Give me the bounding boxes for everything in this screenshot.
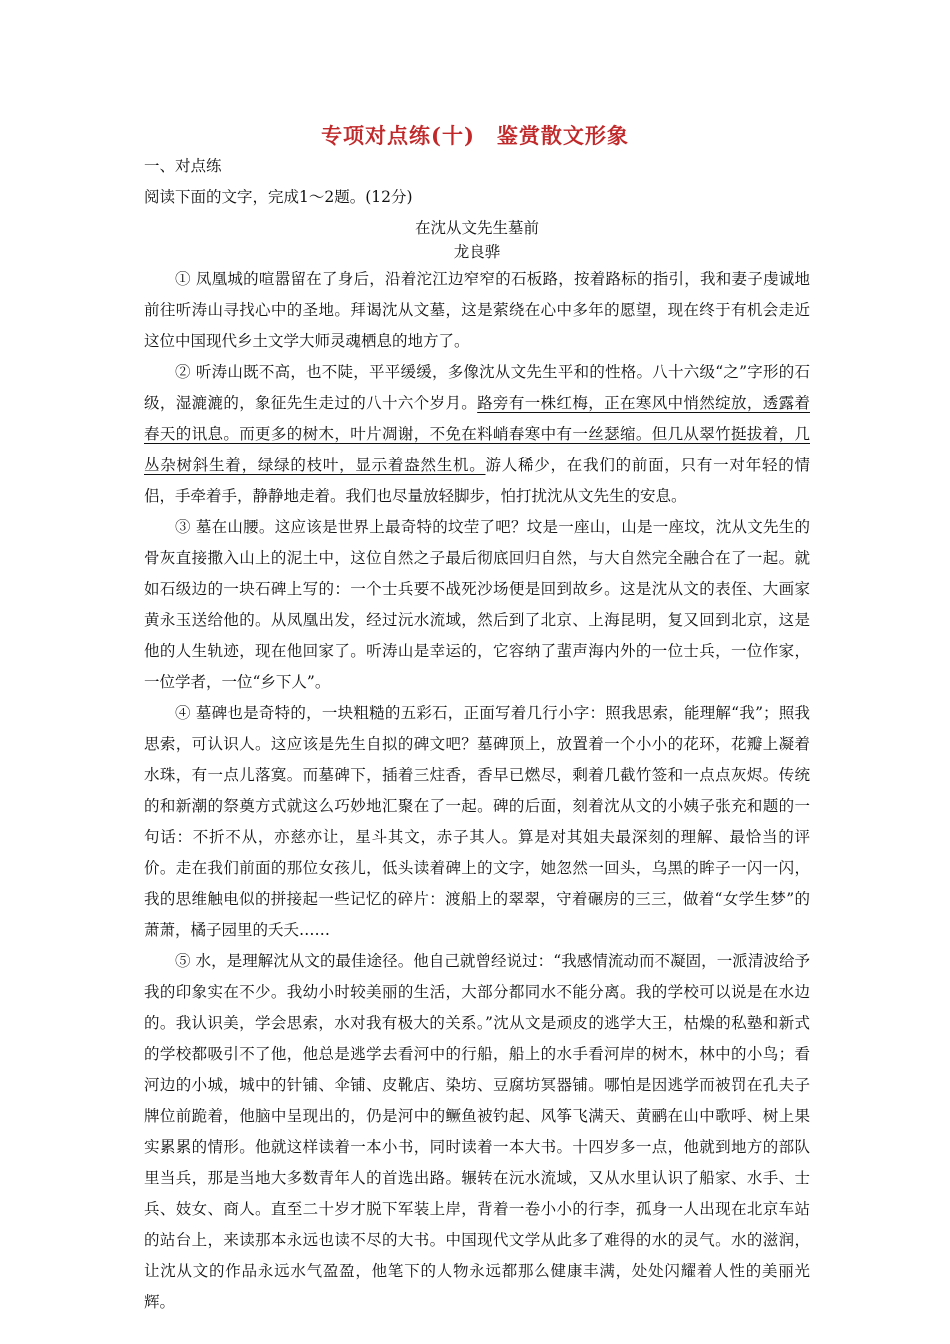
paragraph-2-start: ② 听涛山既不高，也不陡，平平缓缓，多像沈从文先生平和的性格。八十六级“之”字形的石级，湿漉漉的，象征先生走过的八十六个岁月。 [144,363,810,412]
essay-author: 龙良骅 [453,243,501,261]
underlined-passage: 路旁有一株红梅，正在寒风中悄然绽放，透露着春天的讯息。而更多的树木，叶片凋谢，不免在料峭春寒中有一丝瑟缩。但几从翠竹挺拔着，几丛杂树斜生着，绿绿的枝叶，显示着盎然生机。 [144,394,810,474]
paragraph-4: ④ 墓碑也是奇特的，一块粗糙的五彩石，正面写着几行小字：照我思索，能理解“我”；照我思索，可认识人。这应该是先生自拟的碑文吧？墓碑顶上，放置着一个小小的花环，花瓣上凝着水珠，有一点儿落寞。而墓碑下，插着三炷香，香早已燃尽，剩着几截竹签和一点点灰烬。传统的和新潮的祭奠方式就这么巧妙地汇聚在了一起。碑的后面，刻着沈从文的小姨子张充和题的一句话：不折不从，亦慈亦让，星斗其文，赤子其人。算是对其姐夫最深刻的理解、最恰当的评价。走在我们前面的那位女孩儿，低头读着碑上的文字，她忽然一回头，乌黑的眸子一闪一闪，我的思维触电似的拼接起一些记忆的碎片：渡船上的翠翠，守着碾房的三三，做着“女学生梦”的萧萧，橘子园里的夭夭…… [144,704,810,939]
paragraph-5: ⑤ 水，是理解沈从文的最佳途径。他自己就曾经说过：“我感情流动而不凝固，一派清波给予我的印象实在不少。我幼小时较美丽的生活，大部分都同水不能分离。我的学校可以说是在水边的。我认识美，学会思索，水对我有极大的关系。”沈从文是顽皮的逃学大王，枯燥的私塾和新式的学校都吸引不了他，他总是逃学去看河中的行船，船上的水手看河岸的树木，林中的小鸟；看河边的小城，城中的针铺、伞铺、皮靴店、染坊、豆腐坊冥器铺。哪怕是因逃学而被罚在孔夫子牌位前跪着，他脑中呈现出的，仍是河中的鳜鱼被钓起、风筝飞满天、黄鹂在山中歌呼、树上果实累累的情形。他就这样读着一本小书，同时读着一本大书。十四岁多一点，他就到地方的部队里当兵，那是当地大多数青年人的首选出路。辗转在沅水流域，又从水里认识了船家、水手、士兵、妓女、商人。直至二十岁才脱下军装上岸，背着一卷小小的行李，孤身一人出现在北京车站的站台上，来读那本永远也读不尽的大书。中国现代文学从此多了难得的水的灵气。水的滋润，让沈从文的作品永远水气盈盈，他笔下的人物永远都那么健康丰满，处处闪耀着人性的美丽光辉。 [144,952,810,1311]
paragraph-1: ① 凤凰城的喧嚣留在了身后，沿着沱江边窄窄的石板路，按着路标的指引，我和妻子虔诚地前往听涛山寻找心中的圣地。拜谒沈从文墓，这是萦绕在心中多年的愿望，现在终于有机会走近这位中国现代乡土文学大师灵魂栖息的地方了。 [144,270,810,350]
question-instruction: 阅读下面的文字，完成1～2题。(12分) [144,188,413,206]
document-body [144,151,810,1318]
paragraph-3: ③ 墓在山腰。这应该是世界上最奇特的坟茔了吧？坟是一座山，山是一座坟，沈从文先生的骨灰直接撒入山上的泥土中，这位自然之子最后彻底回归自然，与大自然完全融合在了一起。就如石级边的一块石碑上写的：一个士兵要不战死沙场便是回到故乡。这是沈从文的表侄、大画家黄永玉送给他的。从凤凰出发，经过沅水流域，然后到了北京、上海昆明，复又回到北京，这是他的人生轨迹，现在他回家了。听涛山是幸运的，它容纳了蜚声海内外的一位士兵，一位作家，一位学者，一位“乡下人”。 [144,518,810,691]
paragraph-2-end: 游人稀少，在我们的前面，只有一对年轻的情侣，手牵着手，静静地走着。我们也尽量放轻脚步，怕打扰沈从文先生的安息。 [144,456,810,505]
page-title: 专项对点练(十) 鉴赏散文形象 [321,123,629,148]
paragraph-2 [144,357,810,512]
section-heading: 一、对点练 [144,157,222,175]
essay-title: 在沈从文先生墓前 [414,219,539,237]
